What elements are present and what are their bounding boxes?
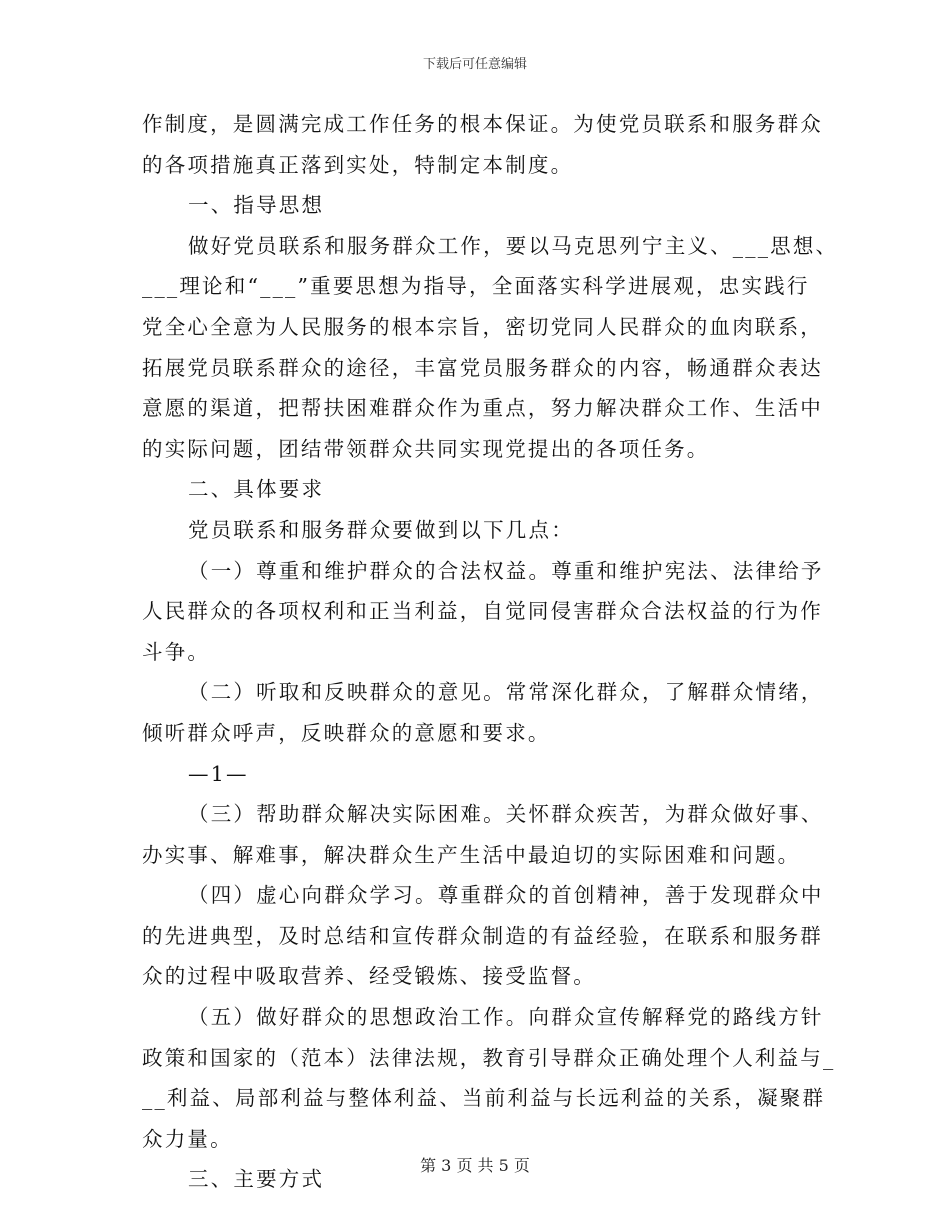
document-body xyxy=(142,104,839,1200)
paragraph-line: 人民群众的各项权利和正当利益，自觉同侵害群众合法权益的行为作 xyxy=(142,599,823,624)
paragraph-line: 的实际问题，团结带领群众共同实现党提出的各项任务。 xyxy=(142,436,710,461)
paragraph-line: 拓展党员联系群众的途径，丰富党员服务群众的内容，畅通群众表达 xyxy=(142,355,823,380)
paragraph-line: 意愿的渠道，把帮扶困难群众作为重点，努力解决群众工作、生活中 xyxy=(142,396,823,421)
paragraph-line: 斗争。 xyxy=(142,639,211,664)
paragraph-line: 办实事、解难事，解决群众生产生活中最迫切的实际困难和问题。 xyxy=(142,842,801,867)
paragraph-line: 政策和国家的（范本）法律法规，教育引导群众正确处理个人利益与_ xyxy=(142,1045,836,1070)
paragraph-line: （五）做好群众的思想政治工作。向群众宣传解释党的路线方针 xyxy=(188,1005,824,1030)
paragraph-line: ___理论和“___”重要思想为指导，全面落实科学进展观，忠实践行 xyxy=(142,274,810,299)
section-heading: 三、主要方式 xyxy=(188,1167,325,1192)
section-heading: 一、指导思想 xyxy=(188,193,325,218)
paragraph-line: 党全心全意为人民服务的根本宗旨，密切党同人民群众的血肉联系， xyxy=(142,314,823,339)
inline-page-marker: —1— xyxy=(188,761,249,786)
paragraph-line: 众的过程中吸取营养、经受锻炼、接受监督。 xyxy=(142,964,596,989)
paragraph-line: __利益、局部利益与整体利益、当前利益与长远利益的关系，凝聚群 xyxy=(142,1086,826,1111)
paragraph-line: 作制度，是圆满完成工作任务的根本保证。为使党员联系和服务群众 xyxy=(142,112,823,136)
page-footer: 第 3 页 共 5 页 xyxy=(420,1156,530,1175)
paragraph-line: 众力量。 xyxy=(142,1126,233,1151)
paragraph-line: 做好党员联系和服务群众工作，要以马克思列宁主义、___思想、 xyxy=(188,233,839,258)
paragraph-line: （三）帮助群众解决实际困难。关怀群众疾苦，为群众做好事、 xyxy=(188,802,824,827)
section-heading: 二、具体要求 xyxy=(188,477,325,502)
paragraph-line: （二）听取和反映群众的意见。常常深化群众，了解群众情绪， xyxy=(188,680,824,705)
header-note: 下载后可任意编辑 xyxy=(422,57,527,72)
paragraph-line: （四）虚心向群众学习。尊重群众的首创精神，善于发现群众中 xyxy=(188,883,824,908)
paragraph-line: 的先进典型，及时总结和宣传群众制造的有益经验，在联系和服务群 xyxy=(142,923,823,948)
paragraph-line: （一）尊重和维护群众的合法权益。尊重和维护宪法、法律给予 xyxy=(188,558,824,583)
paragraph-line: 党员联系和服务群众要做到以下几点： xyxy=(188,517,574,542)
paragraph-line: 的各项措施真正落到实处，特制定本制度。 xyxy=(142,152,574,177)
paragraph-line: 倾听群众呼声，反映群众的意愿和要求。 xyxy=(142,720,551,745)
